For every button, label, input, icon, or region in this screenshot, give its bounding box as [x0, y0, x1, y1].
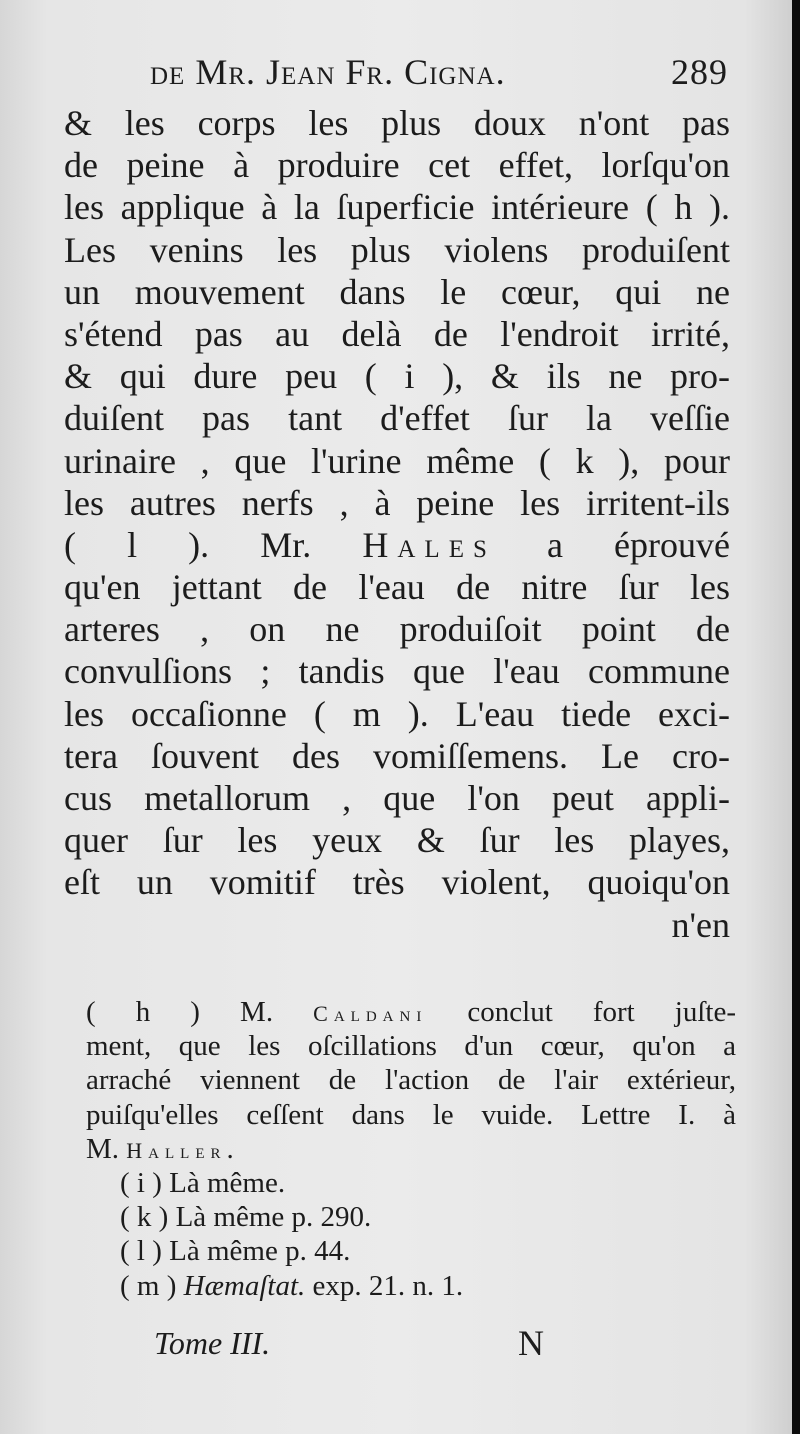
- footnote-fragment: conclut fort juſte-: [427, 996, 736, 1028]
- text-line: & les corps les plus doux n'ont pas: [64, 103, 730, 143]
- footnote-k: ( k ) Là même p. 290.: [120, 1201, 372, 1234]
- text-line: duiſent pas tant d'effet ſur la veſſie: [64, 398, 730, 439]
- text-line: de peine à produire cet effet, lorſqu'on: [64, 145, 730, 186]
- text-line: convulſions ; tandis que l'eau commune: [64, 651, 730, 692]
- scan-edge: [792, 0, 800, 1434]
- running-title: de Mr. Jean Fr. Cigna.: [150, 52, 506, 92]
- footnote-fragment: M.: [86, 1132, 127, 1165]
- text-fragment: a éprouvé: [495, 524, 730, 565]
- text-line: les applique à la ſuperficie intérieure ( h ).: [64, 187, 730, 228]
- text-line: les occaſionne ( m ). L'eau tiede exci-: [64, 693, 730, 734]
- footnote-l: ( l ) Là même p. 44.: [120, 1235, 351, 1268]
- text-line: Les venins les plus violens produiſent: [64, 229, 730, 270]
- footnote-h: [86, 995, 736, 1029]
- text-line: les autres nerfs , à peine les irritent-ils: [64, 482, 730, 523]
- footnote-fragment: .: [226, 1132, 234, 1165]
- footnote-fragment: ( m ): [120, 1269, 184, 1302]
- text-line: & qui dure peu ( i ), & ils ne pro-: [64, 356, 730, 397]
- signature-mark: N: [518, 1323, 544, 1363]
- text-line: un mouvement dans le cœur, qui ne: [64, 271, 730, 312]
- volume-label: Tome III.: [154, 1325, 271, 1361]
- catchword: n'en: [671, 904, 730, 945]
- person-name: Caldani: [313, 1001, 428, 1026]
- footnote-line: [86, 1132, 736, 1166]
- text-line: quer ſur les yeux & ſur les playes,: [64, 820, 730, 861]
- running-header: [150, 46, 740, 98]
- text-fragment: ( l ). Mr.: [64, 524, 363, 565]
- text-line: s'étend pas au delà de l'endroit irrité,: [64, 313, 730, 354]
- cited-work: Hæmaſtat.: [183, 1269, 306, 1302]
- footnote-i: ( i ) Là même.: [120, 1166, 286, 1199]
- text-line: urinaire , que l'urine même ( k ), pour: [64, 440, 730, 481]
- text-line: [64, 524, 730, 566]
- text-line: arteres , on ne produiſoit point de: [64, 609, 730, 650]
- footnotes: [86, 995, 736, 1303]
- footnote-line: puiſqu'elles ceſſent dans le vuide. Lettre I. à: [86, 1098, 736, 1131]
- footnote-line: ment, que les oſcillations d'un cœur, qu'on a: [86, 1030, 736, 1063]
- text-line: qu'en jettant de l'eau de nitre ſur les: [64, 567, 730, 608]
- person-name: Haller: [126, 1137, 227, 1163]
- page-footer: [154, 1318, 554, 1368]
- footnote-fragment: exp. 21. n. 1.: [305, 1269, 464, 1302]
- text-line: eſt un vomitif très violent, quoiqu'on: [64, 862, 730, 903]
- page-number: 289: [671, 52, 728, 92]
- footnote-m: [86, 1269, 736, 1303]
- footnote-line: arraché viennent de l'action de l'air extérieur,: [86, 1064, 736, 1097]
- person-name: Hales: [362, 524, 496, 565]
- text-line: tera ſouvent des vomiſſemens. Le cro-: [64, 735, 730, 776]
- text-line: cus metallorum , que l'on peut appli-: [64, 778, 730, 818]
- footnote-fragment: ( h ) M.: [86, 996, 314, 1028]
- main-text: [64, 102, 730, 946]
